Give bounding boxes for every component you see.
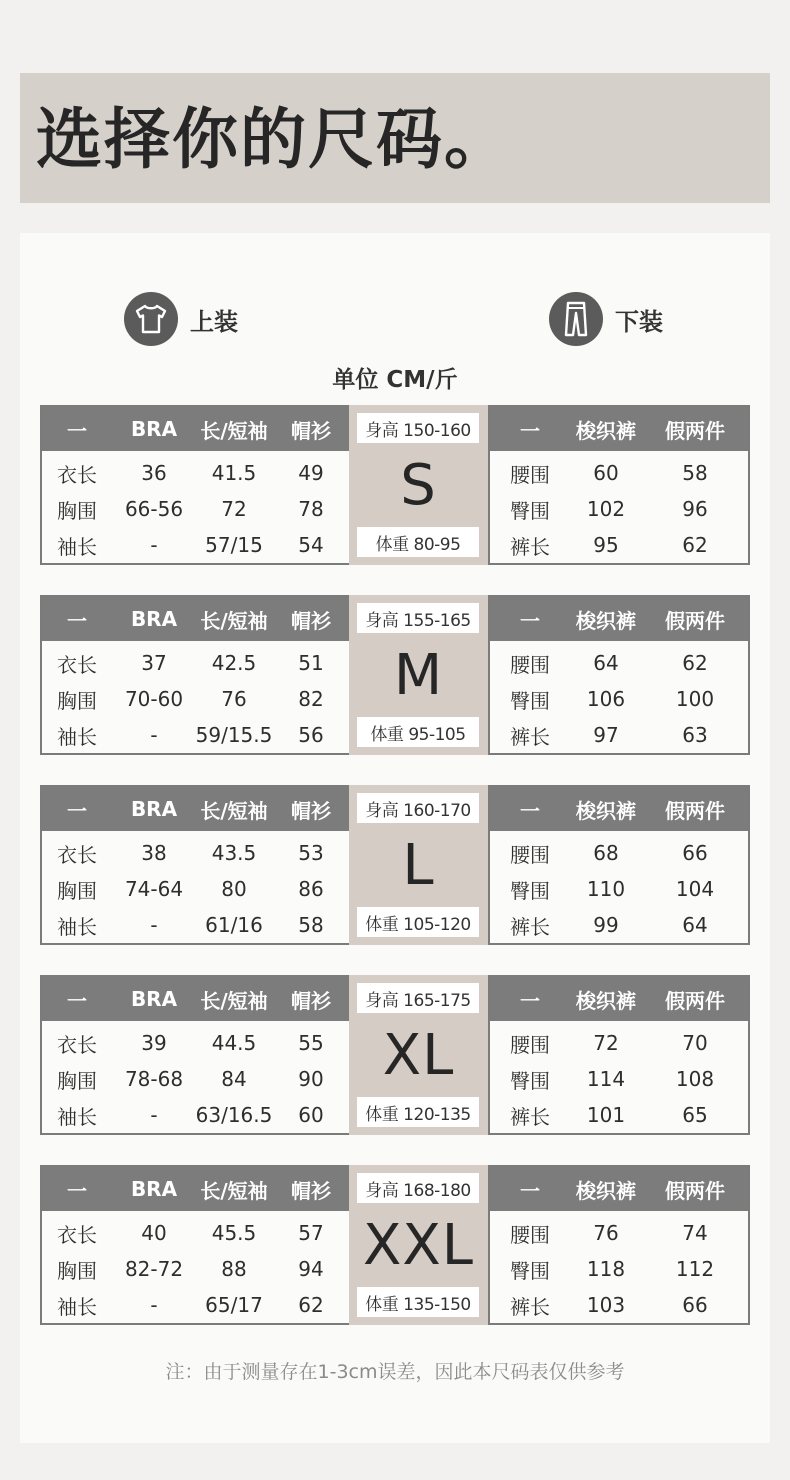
row-label: 腰围	[510, 842, 550, 867]
table-cell: 80	[221, 877, 247, 901]
table-row	[42, 1251, 349, 1287]
table-cell: 56	[298, 723, 324, 747]
header-cell: 一	[67, 798, 87, 823]
table-cell: 58	[682, 461, 708, 485]
header-cell: 一	[67, 1178, 87, 1203]
size-block-l	[40, 785, 750, 945]
row-label: 裤长	[510, 724, 550, 749]
size-column	[349, 975, 488, 1135]
table-header	[42, 407, 349, 451]
header-cell: 一	[520, 1178, 540, 1203]
header-cell: 一	[67, 418, 87, 443]
row-label: 衣长	[57, 1222, 97, 1247]
table-cell: 44.5	[211, 1031, 257, 1055]
header-cell: 帽衫	[291, 418, 331, 443]
table-row	[490, 455, 748, 491]
height-range: 身高 168-180	[357, 1173, 479, 1203]
table-cell: 64	[593, 651, 619, 675]
table-row	[490, 1251, 748, 1287]
table-cell: 74-64	[124, 877, 184, 901]
table-cell: 72	[593, 1031, 619, 1055]
header-cell: BRA	[130, 1177, 178, 1201]
table-row	[42, 681, 349, 717]
table-cell: 96	[682, 497, 708, 521]
header-cell: 长/短袖	[200, 988, 268, 1013]
header-cell: 假两件	[665, 608, 725, 633]
table-cell: 68	[593, 841, 619, 865]
header-cell: 帽衫	[291, 988, 331, 1013]
row-label: 袖长	[57, 1104, 97, 1129]
row-label: 袖长	[57, 724, 97, 749]
top-measurements-table	[40, 975, 351, 1135]
header-cell: BRA	[130, 987, 178, 1011]
row-label: 裤长	[510, 914, 550, 939]
header-cell: 一	[67, 608, 87, 633]
row-label: 袖长	[57, 1294, 97, 1319]
table-header	[490, 407, 748, 451]
top-measurements-table	[40, 785, 351, 945]
size-column	[349, 405, 488, 565]
table-cell: -	[150, 1103, 158, 1127]
bottom-measurements-table	[488, 975, 750, 1135]
table-cell: 82-72	[124, 1257, 184, 1281]
header-cell: BRA	[130, 417, 178, 441]
weight-range: 体重 80-95	[357, 527, 479, 557]
header-cell: 一	[520, 608, 540, 633]
size-letter: XXL	[363, 1212, 474, 1278]
table-cell: -	[150, 533, 158, 557]
table-cell: 108	[675, 1067, 715, 1091]
top-measurements-table	[40, 595, 351, 755]
row-label: 臀围	[510, 878, 550, 903]
table-cell: 64	[682, 913, 708, 937]
bottom-measurements-table	[488, 1165, 750, 1325]
table-row	[42, 527, 349, 563]
header-cell: 梭织裤	[576, 608, 636, 633]
table-row	[42, 491, 349, 527]
unit-label: 单位 CM/斤	[332, 367, 458, 393]
header-cell: BRA	[130, 607, 178, 631]
table-row	[42, 455, 349, 491]
table-cell: 60	[593, 461, 619, 485]
weight-range: 体重 135-150	[357, 1287, 479, 1317]
row-label: 胸围	[57, 878, 97, 903]
table-row	[490, 681, 748, 717]
table-row	[490, 907, 748, 943]
height-range: 身高 150-160	[357, 413, 479, 443]
row-label: 袖长	[57, 534, 97, 559]
table-cell: 49	[298, 461, 324, 485]
table-cell: 40	[141, 1221, 167, 1245]
table-row	[490, 491, 748, 527]
row-label: 衣长	[57, 1032, 97, 1057]
table-cell: 65	[682, 1103, 708, 1127]
table-cell: 106	[586, 687, 626, 711]
table-cell: 55	[298, 1031, 324, 1055]
table-row	[490, 871, 748, 907]
table-row	[42, 1025, 349, 1061]
table-row	[42, 907, 349, 943]
table-cell: 58	[298, 913, 324, 937]
table-cell: 38	[141, 841, 167, 865]
size-column	[349, 785, 488, 945]
table-cell: 66	[682, 841, 708, 865]
header-cell: 假两件	[665, 1178, 725, 1203]
row-label: 腰围	[510, 462, 550, 487]
size-letter: M	[393, 642, 444, 708]
header-cell: 一	[67, 988, 87, 1013]
table-header	[490, 977, 748, 1021]
table-row	[490, 1061, 748, 1097]
table-cell: 118	[586, 1257, 626, 1281]
table-cell: 104	[675, 877, 715, 901]
table-row	[490, 717, 748, 753]
table-cell: 103	[586, 1293, 626, 1317]
table-cell: 42.5	[211, 651, 257, 675]
table-row	[42, 645, 349, 681]
pants-icon	[549, 292, 603, 346]
weight-range: 体重 105-120	[357, 907, 479, 937]
table-cell: -	[150, 1293, 158, 1317]
table-cell: 36	[141, 461, 167, 485]
category-bottom	[549, 292, 663, 346]
header-cell: 一	[520, 798, 540, 823]
size-letter: S	[400, 452, 437, 518]
footnote: 注：由于测量存在1-3cm误差，因此本尺码表仅供参考	[165, 1361, 625, 1383]
table-cell: 86	[298, 877, 324, 901]
row-label: 胸围	[57, 1258, 97, 1283]
table-cell: 53	[298, 841, 324, 865]
header-cell: 帽衫	[291, 1178, 331, 1203]
header-cell: 长/短袖	[200, 608, 268, 633]
table-row	[42, 1215, 349, 1251]
category-top	[124, 292, 238, 346]
table-row	[42, 717, 349, 753]
row-label: 裤长	[510, 1104, 550, 1129]
table-header	[42, 977, 349, 1021]
row-label: 裤长	[510, 534, 550, 559]
row-label: 衣长	[57, 652, 97, 677]
table-cell: 110	[586, 877, 626, 901]
table-cell: 39	[141, 1031, 167, 1055]
row-label: 臀围	[510, 1068, 550, 1093]
header-cell: 一	[520, 988, 540, 1013]
weight-range: 体重 95-105	[357, 717, 479, 747]
row-label: 胸围	[57, 688, 97, 713]
table-row	[42, 871, 349, 907]
header-cell: 梭织裤	[576, 988, 636, 1013]
row-label: 腰围	[510, 1032, 550, 1057]
height-range: 身高 160-170	[357, 793, 479, 823]
size-letter: XL	[382, 1022, 455, 1088]
header-cell: 长/短袖	[200, 418, 268, 443]
table-cell: 78-68	[124, 1067, 184, 1091]
top-measurements-table	[40, 405, 351, 565]
table-cell: 65/17	[205, 1293, 263, 1317]
table-row	[490, 527, 748, 563]
row-label: 臀围	[510, 498, 550, 523]
size-column	[349, 595, 488, 755]
table-cell: 99	[593, 913, 619, 937]
table-row	[490, 1097, 748, 1133]
table-cell: 76	[593, 1221, 619, 1245]
header-cell: 梭织裤	[576, 418, 636, 443]
table-cell: 97	[593, 723, 619, 747]
height-range: 身高 165-175	[357, 983, 479, 1013]
row-label: 臀围	[510, 1258, 550, 1283]
row-label: 臀围	[510, 688, 550, 713]
table-cell: 60	[298, 1103, 324, 1127]
header-cell: 帽衫	[291, 608, 331, 633]
row-label: 衣长	[57, 842, 97, 867]
size-block-xxl	[40, 1165, 750, 1325]
table-row	[490, 1215, 748, 1251]
table-cell: 76	[221, 687, 247, 711]
table-cell: 66-56	[124, 497, 184, 521]
weight-range: 体重 120-135	[357, 1097, 479, 1127]
table-row	[490, 835, 748, 871]
table-cell: 70-60	[124, 687, 184, 711]
table-cell: 51	[298, 651, 324, 675]
row-label: 袖长	[57, 914, 97, 939]
table-cell: 45.5	[211, 1221, 257, 1245]
header-cell: 假两件	[665, 418, 725, 443]
bottom-measurements-table	[488, 595, 750, 755]
tshirt-icon	[124, 292, 178, 346]
height-range: 身高 155-165	[357, 603, 479, 633]
table-cell: 66	[682, 1293, 708, 1317]
table-cell: 101	[586, 1103, 626, 1127]
size-chart-card	[20, 233, 770, 1443]
table-cell: 102	[586, 497, 626, 521]
table-cell: 95	[593, 533, 619, 557]
size-column	[349, 1165, 488, 1325]
row-label: 胸围	[57, 1068, 97, 1093]
table-cell: 63	[682, 723, 708, 747]
table-cell: -	[150, 913, 158, 937]
table-cell: -	[150, 723, 158, 747]
table-cell: 41.5	[211, 461, 257, 485]
row-label: 衣长	[57, 462, 97, 487]
table-cell: 62	[682, 533, 708, 557]
header-cell: BRA	[130, 797, 178, 821]
page-title: 选择你的尺码。	[36, 101, 512, 178]
row-label: 胸围	[57, 498, 97, 523]
table-cell: 61/16	[205, 913, 263, 937]
header-cell: 梭织裤	[576, 798, 636, 823]
top-measurements-table	[40, 1165, 351, 1325]
header-cell: 梭织裤	[576, 1178, 636, 1203]
table-cell: 88	[221, 1257, 247, 1281]
table-row	[42, 835, 349, 871]
table-cell: 74	[682, 1221, 708, 1245]
header-cell: 一	[520, 418, 540, 443]
table-header	[42, 787, 349, 831]
table-cell: 78	[298, 497, 324, 521]
table-row	[42, 1097, 349, 1133]
table-row	[42, 1287, 349, 1323]
table-row	[490, 1025, 748, 1061]
table-row	[42, 1061, 349, 1097]
table-row	[490, 1287, 748, 1323]
table-cell: 82	[298, 687, 324, 711]
table-cell: 59/15.5	[195, 723, 273, 747]
table-row	[490, 645, 748, 681]
table-cell: 70	[682, 1031, 708, 1055]
size-block-m	[40, 595, 750, 755]
table-cell: 84	[221, 1067, 247, 1091]
table-cell: 114	[586, 1067, 626, 1091]
row-label: 腰围	[510, 1222, 550, 1247]
table-cell: 43.5	[211, 841, 257, 865]
bottom-measurements-table	[488, 785, 750, 945]
category-top-label: 上装	[190, 307, 238, 336]
table-cell: 63/16.5	[195, 1103, 273, 1127]
size-letter: L	[402, 832, 435, 898]
table-header	[490, 597, 748, 641]
table-header	[42, 1167, 349, 1211]
header-cell: 假两件	[665, 988, 725, 1013]
category-bottom-label: 下装	[615, 307, 663, 336]
table-cell: 57/15	[205, 533, 263, 557]
header-cell: 长/短袖	[200, 1178, 268, 1203]
table-cell: 72	[221, 497, 247, 521]
table-cell: 62	[682, 651, 708, 675]
table-cell: 62	[298, 1293, 324, 1317]
table-cell: 57	[298, 1221, 324, 1245]
table-header	[490, 1167, 748, 1211]
title-banner	[20, 73, 770, 203]
bottom-measurements-table	[488, 405, 750, 565]
table-cell: 37	[141, 651, 167, 675]
table-cell: 94	[298, 1257, 324, 1281]
table-header	[490, 787, 748, 831]
row-label: 裤长	[510, 1294, 550, 1319]
size-block-s	[40, 405, 750, 565]
table-cell: 100	[675, 687, 715, 711]
header-cell: 假两件	[665, 798, 725, 823]
table-header	[42, 597, 349, 641]
table-cell: 90	[298, 1067, 324, 1091]
header-cell: 帽衫	[291, 798, 331, 823]
header-cell: 长/短袖	[200, 798, 268, 823]
size-block-xl	[40, 975, 750, 1135]
row-label: 腰围	[510, 652, 550, 677]
table-cell: 112	[675, 1257, 715, 1281]
table-cell: 54	[298, 533, 324, 557]
